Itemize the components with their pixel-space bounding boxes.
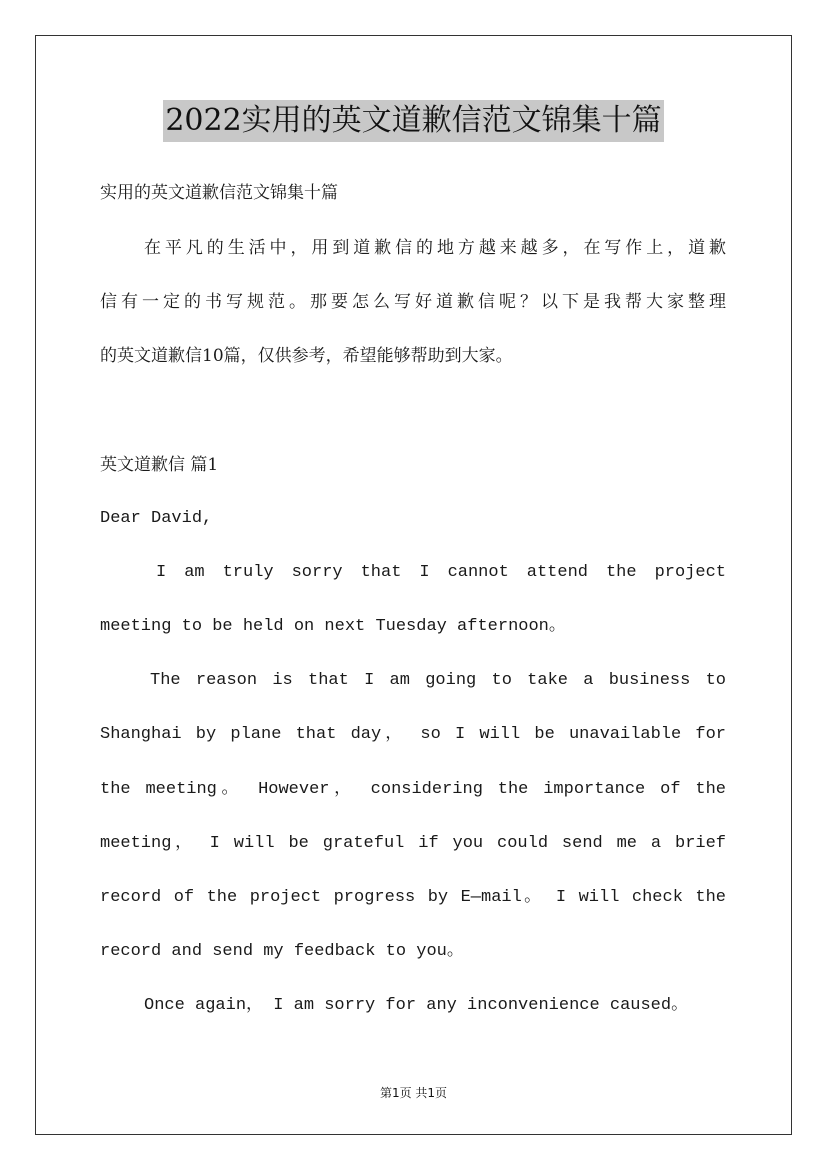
letter-line-3: The reason is that I am going to take a business to [150,671,726,690]
page-footer: 第1页 共1页 [379,1086,448,1100]
section-heading: 英文道歉信 篇1 [100,455,219,475]
letter-line-8: record and send my feedback to you。 [100,942,464,961]
document-subtitle: 实用的英文道歉信范文锦集十篇 [100,183,338,203]
document-title: 2022实用的英文道歉信范文锦集十篇 [163,100,663,142]
letter-line-9: Once again， I am sorry for any inconvenience caused。 [144,996,689,1015]
title-container [0,100,827,142]
letter-line-2: meeting to be held on next Tuesday afternoon。 [100,617,566,636]
intro-line-3: 的英文道歉信10篇，仅供参考，希望能够帮助到大家。 [100,346,513,366]
letter-line-5: the meeting。 However， considering the importance of the [100,780,726,799]
letter-line-6: meeting， I will be grateful if you could send me a brief [100,834,726,853]
letter-line-1: I am truly sorry that I cannot attend the project [156,563,726,582]
letter-line-4: Shanghai by plane that day， so I will be unavailable for [100,725,726,744]
letter-line-7: record of the project progress by E—mail。 I will check the [100,888,726,907]
letter-greeting: Dear David, [100,509,213,528]
intro-line-1: 在平凡的生活中，用到道歉信的地方越来越多，在写作上，道歉 [144,238,726,258]
intro-line-2: 信有一定的书写规范。那要怎么写好道歉信呢？以下是我帮大家整理 [100,292,726,312]
